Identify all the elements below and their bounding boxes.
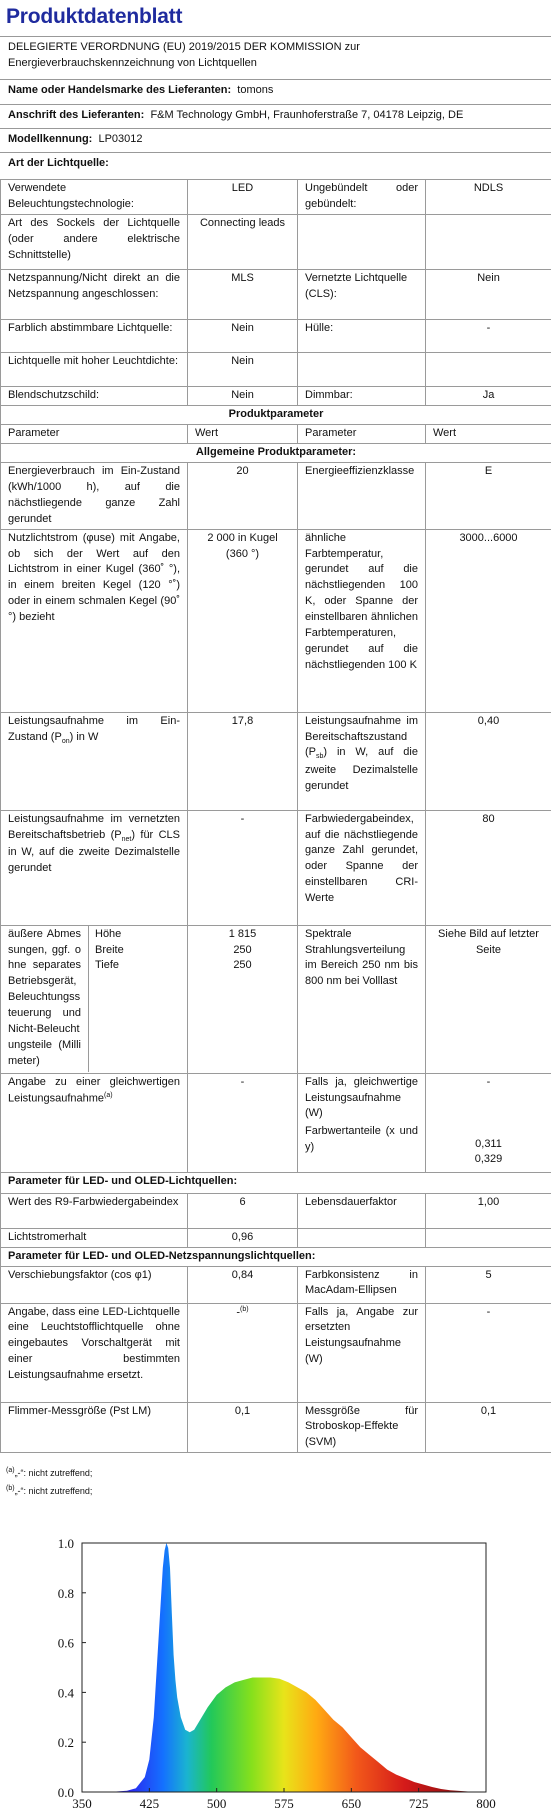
y-tick-label: 0.4 xyxy=(57,1685,74,1701)
column-header-row: Parameter Wert Parameter Wert xyxy=(1,424,551,443)
dimension-labels: Höhe Breite Tiefe xyxy=(95,927,124,972)
table-row: Lichtquelle mit hoher Leuchtdichte: Nein xyxy=(1,353,551,387)
light-type-label: Art der Lichtquelle: xyxy=(8,157,109,169)
y-tick-label: 0.2 xyxy=(57,1735,74,1751)
section-heading: Allgemeine Produktparameter: xyxy=(1,443,551,462)
x-tick-label: 725 xyxy=(408,1796,429,1811)
model-value: LP03012 xyxy=(98,133,143,145)
supplier-name-value: tomons xyxy=(237,84,274,96)
regulation-text: DELEGIERTE VERORDNUNG (EU) 2019/2015 DER KOMMISSION zur Energieverbrauchskennzeichnung von Lichtquellen xyxy=(0,36,551,78)
product-data-table xyxy=(0,179,551,1453)
table-row: Leistungsaufnahme im Ein-Zustand $(P_{on})$ in W 17,8 Leistungsaufnahme im Bereitschaftszustand $(P_{sb})$ in W, auf die zweite Dezimalstelle gerundet 0,40 xyxy=(1,712,551,810)
spectral-distribution-chart xyxy=(0,1524,551,1814)
model-row xyxy=(0,128,551,151)
section-heading: Parameter für LED- und OLED-Netzspannungslichtquellen: xyxy=(1,1247,551,1266)
x-tick-label: 500 xyxy=(206,1796,227,1811)
supplier-address-row xyxy=(0,104,551,127)
x-tick-label: 350 xyxy=(72,1796,92,1811)
supplier-address-label: Anschrift des Lieferanten: xyxy=(8,109,145,121)
y-tick-label: 0.0 xyxy=(57,1785,74,1800)
section-heading: Produktparameter xyxy=(1,406,551,425)
table-row: Angabe zu einer gleichwertigen Leistungsaufnahme$^{(a)}$ - Falls ja, gleichwertige Leistungsaufnahme (W) Farbwertanteile (x und y) - 0,311 0,329 xyxy=(1,1073,551,1172)
table-row: Leistungsaufnahme im vernetzten Bereitschaftsbetrieb $(P_{net})$ für CLS in W, auf die zweite Dezimalstelle gerundet - Farbwiedergabeindex, auf die nächstliegende ganze Zahl gerundet, oder Spanne der einstellbaren CRI-Werte 80 xyxy=(1,810,551,925)
y-tick-label: 1.0 xyxy=(57,1536,74,1551)
table-row: Flimmer-Messgröße (Pst LM) 0,1 Messgröße für Stroboskop-Effekte (SVM) 0,1 xyxy=(1,1402,551,1453)
table-row: Farblich abstimmbare Lichtquelle: Nein Hülle: - xyxy=(1,320,551,353)
light-type-row xyxy=(0,152,551,179)
x-tick-label: 650 xyxy=(341,1796,362,1811)
x-tick-label: 425 xyxy=(139,1796,160,1811)
table-row: Netzspannung/Nicht direkt an die Netzspannung angeschlossen: MLS Vernetzte Lichtquelle (CLS): Nein xyxy=(1,270,551,320)
table-row: Blendschutzschild: Nein Dimmbar: Ja xyxy=(1,387,551,406)
table-row: Verschiebungsfaktor (cos φ1) 0,84 Farbkonsistenz in MacAdam-Ellipsen 5 xyxy=(1,1266,551,1303)
table-row: Energieverbrauch im Ein-Zustand (kWh/1000 h), auf die nächstliegende ganze Zahl gerundet 20 Energieeffizienzklasse E xyxy=(1,462,551,529)
table-row: Angabe, dass eine LED-Lichtquelle eine Leuchtstofflichtquelle ohne eingebautes Vorschaltgerät mit einer bestimmten Leistungsaufnahme ersetzt. -$^{(b)}$ Falls ja, Angabe zur ersetzten Leistungsaufnahme (W) - xyxy=(1,1303,551,1402)
spectrum-area xyxy=(82,1543,486,1792)
y-tick-label: 0.6 xyxy=(57,1635,74,1651)
x-tick-label: 575 xyxy=(274,1796,294,1811)
x-tick-label: 800 xyxy=(476,1796,496,1811)
supplier-address-value: F&M Technology GmbH, Fraunhoferstraße 7, 04178 Leipzig, DE xyxy=(150,109,464,121)
y-tick-label: 0.8 xyxy=(57,1585,74,1601)
table-row: Verwendete Beleuchtungstechnologie: LED Ungebündelt oder gebündelt: NDLS xyxy=(1,180,551,215)
table-row: Nutzlichtstrom (φuse) mit Angabe, ob sich der Wert auf den Lichtstrom in einer Kugel (360˚ °), in einem breiten Kegel (120 °˚) oder in einem schmalen Kegel (90˚ °) bezieht 2 000 in Kugel (360 °) ähnliche Farbtemperatur, gerundet auf die nächstliegenden 100 K, oder Spanne der einstellbaren ähnlichen Farbtemperaturen, gerundet auf die nächstliegenden 100 K 3000...6000 xyxy=(1,529,551,712)
table-row: Art des Sockels der Lichtquelle (oder andere elektrische Schnittstelle) Connecting leads xyxy=(1,215,551,270)
section-heading: Parameter für LED- und OLED-Lichtquellen: xyxy=(1,1172,551,1193)
footnote-a: $^{(a)}$„-“: nicht zutreffend; xyxy=(6,1467,93,1478)
plot-area xyxy=(58,1536,496,1811)
footnote-b: $^{(b)}$„-“: nicht zutreffend; xyxy=(6,1485,93,1496)
supplier-name-row xyxy=(0,79,551,102)
dimension-values: 1 815 250 250 xyxy=(188,925,298,1073)
table-row: Lichtstromerhalt 0,96 xyxy=(1,1228,551,1247)
dimensions-label: äußere Abmessungen, ggf. ohne separates Betriebsgerät, Beleuchtungssteuerung und Nicht-Beleuchtungsteile (Millimeter) xyxy=(1,926,89,1072)
supplier-name-label: Name oder Handelsmarke des Lieferanten: xyxy=(8,84,232,96)
page-title: Produktdatenblatt xyxy=(6,5,183,28)
table-row: Wert des R9-Farbwiedergabeindex 6 Lebensdauerfaktor 1,00 xyxy=(1,1193,551,1228)
table-row: äußere Abmessungen, ggf. ohne separates Betriebsgerät, Beleuchtungssteuerung und Nicht-Beleuchtungsteile (Millimeter) Höhe Breite Tiefe 1 815 250 250 Spektrale Strahlungsverteilung im Bereich 250 nm bis 800 nm bei Volllast Siehe Bild auf letzter Seite xyxy=(1,925,551,1073)
model-label: Modellkennung: xyxy=(8,133,93,145)
